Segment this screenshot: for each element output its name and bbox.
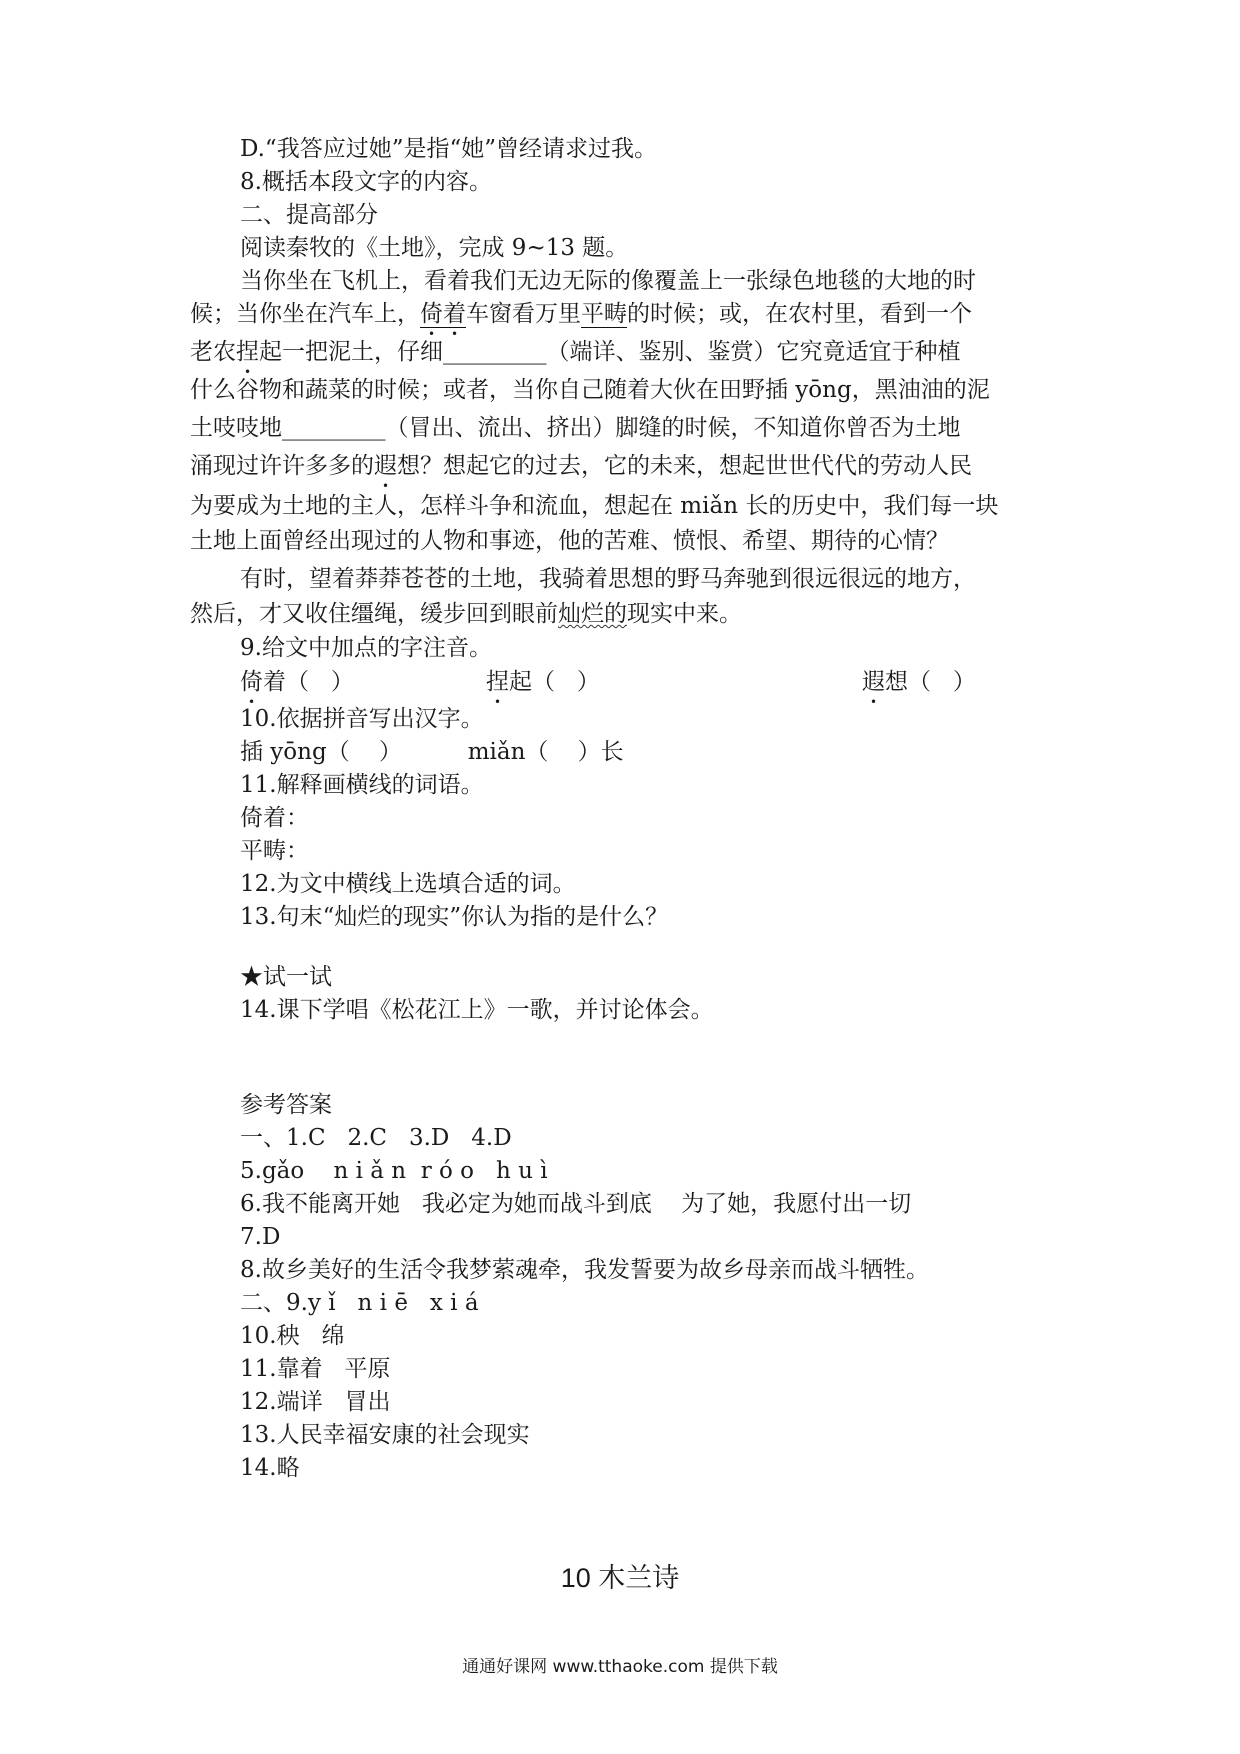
answer-7: 7.D [240, 1224, 281, 1250]
passage-line-10: 然后，才又收住缰绳，缓步回到眼前灿烂的现实中来。 [190, 601, 742, 627]
passage-line-9: 有时，望着莽莽苍苍的土地，我骑着思想的野马奔驰到很远很远的地方， [240, 566, 976, 592]
question-14: 14.课下学唱《松花江上》一歌，并讨论体会。 [240, 997, 714, 1023]
question-9-item-c: 遐想（ ） [862, 669, 976, 695]
question-11-item-a: 倚着： [240, 805, 309, 831]
question-12: 12.为文中横线上选填合适的词。 [240, 871, 576, 897]
passage-line-8: 土地上面曾经出现过的人物和事迹，他的苦难、愤恨、希望、期待的心情？ [190, 528, 949, 554]
passage-line-7: 为要成为土地的主人，怎样斗争和流血，想起在 miǎn 长的历史中，我们每一块 [190, 493, 999, 519]
answer-1-4: 一、1.C 2.C 3.D 4.D [240, 1125, 512, 1151]
section-heading-2: 二、提高部分 [240, 202, 378, 228]
question-9-item-b: 捏起（ ） [486, 669, 600, 695]
question-11-item-b: 平畴： [240, 838, 309, 864]
passage-line-2: 候；当你坐在汽车上，倚着车窗看万里平畴的时候；或，在农村里，看到一个 [190, 301, 972, 327]
page-footer: 通通好课网 www.tthaoke.com 提供下载 [462, 1657, 778, 1677]
passage-line-3: 老农捏起一把泥土，仔细_________（端详、鉴别、鉴赏）它究竟适宜于种植 [190, 339, 961, 365]
answer-8: 8.故乡美好的生活令我梦萦魂牵，我发誓要为故乡母亲而战斗牺牲。 [240, 1257, 929, 1283]
reading-instruction: 阅读秦牧的《土地》，完成 9~13 题。 [240, 235, 629, 261]
dotted-char-nie: 捏 [236, 339, 259, 365]
next-lesson-heading: 10 木兰诗 [560, 1563, 680, 1593]
answer-5: 5.gǎo n i ǎ n r ó o h u ì [240, 1158, 548, 1184]
answer-10: 10.秧 绵 [240, 1323, 345, 1349]
answer-12: 12.端详 冒出 [240, 1389, 391, 1415]
question-10-items: 插 yōng（ ） miǎn（ ）长 [240, 739, 624, 765]
question-8: 8.概括本段文字的内容。 [240, 169, 492, 195]
underlined-word-yizhe: 倚着 [420, 301, 466, 327]
question-11: 11.解释画横线的词语。 [240, 772, 484, 798]
wavy-underlined-word: 灿烂的 [558, 601, 627, 627]
passage-line-4: 什么谷物和蔬菜的时候；或者，当你自己随着大伙在田野插 yōng，黑油油的泥 [190, 377, 990, 403]
question-9-item-a: 倚着（ ） [240, 669, 354, 695]
answer-key-title: 参考答案 [240, 1092, 332, 1118]
question-13: 13.句末“灿烂的现实”你认为指的是什么？ [240, 904, 669, 930]
passage-line-6: 涌现过许许多多的遐想？想起它的过去，它的未来，想起世世代代的劳动人民 [190, 453, 972, 479]
option-d-line: D.“我答应过她”是指“她”曾经请求过我。 [240, 136, 657, 162]
underlined-word-pingchou: 平畴 [581, 301, 627, 327]
question-10: 10.依据拼音写出汉字。 [240, 706, 484, 732]
passage-line-1: 当你坐在飞机上，看着我们无边无际的像覆盖上一张绿色地毯的大地的时 [240, 268, 976, 294]
answer-13: 13.人民幸福安康的社会现实 [240, 1422, 530, 1448]
answer-11: 11.靠着 平原 [240, 1356, 391, 1382]
question-9: 9.给文中加点的字注音。 [240, 635, 492, 661]
try-it-heading: ★试一试 [240, 964, 332, 990]
dotted-char-xia: 遐 [374, 453, 397, 479]
passage-line-5: 土吱吱地_________（冒出、流出、挤出）脚缝的时候，不知道你曾否为土地 [190, 415, 961, 441]
answer-14: 14.略 [240, 1455, 300, 1481]
answer-6: 6.我不能离开她 我必定为她而战斗到底 为了她，我愿付出一切 [240, 1191, 912, 1217]
answer-9: 二、9.y ǐ n i ē x i á [240, 1290, 479, 1316]
